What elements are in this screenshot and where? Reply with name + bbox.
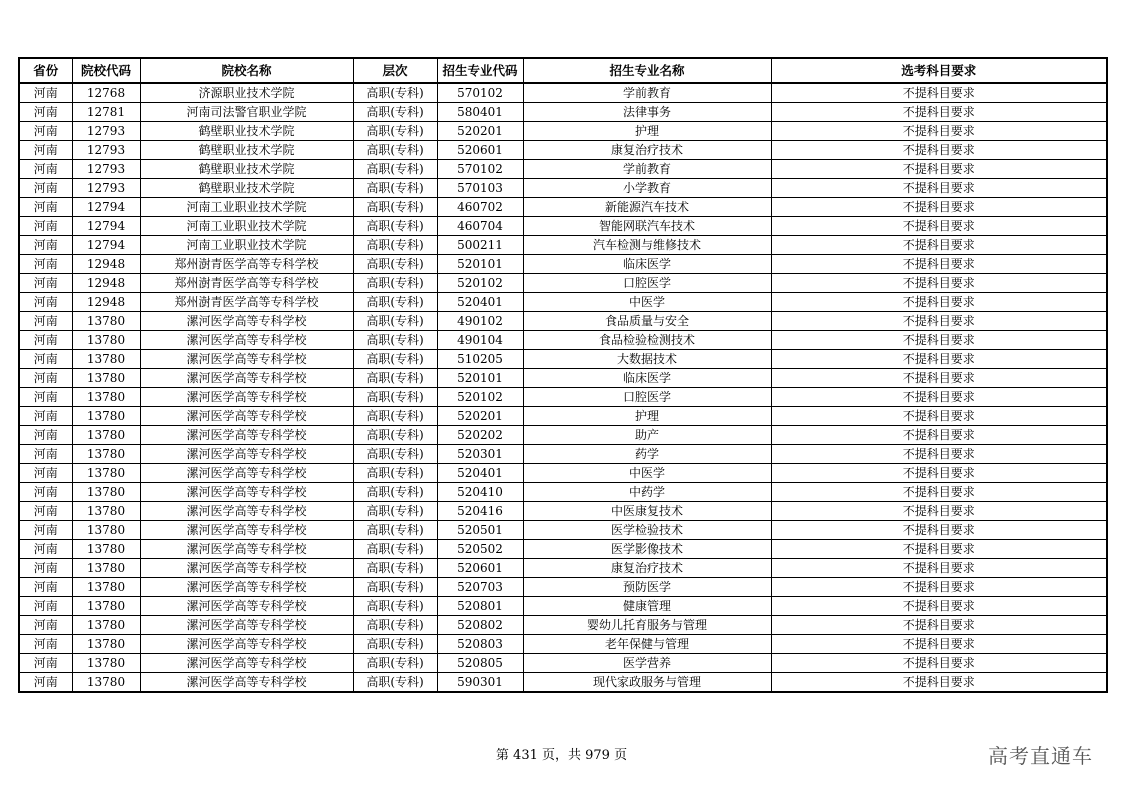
cell-province: 河南 bbox=[19, 464, 72, 483]
header-major-name: 招生专业名称 bbox=[523, 58, 771, 83]
cell-subject-requirement: 不提科目要求 bbox=[771, 331, 1107, 350]
cell-subject-requirement: 不提科目要求 bbox=[771, 483, 1107, 502]
cell-major-code: 520301 bbox=[437, 445, 523, 464]
cell-school-code: 12794 bbox=[72, 217, 140, 236]
table-row bbox=[19, 426, 1107, 445]
cell-school-code: 13780 bbox=[72, 464, 140, 483]
header-school-code: 院校代码 bbox=[72, 58, 140, 83]
cell-major-name: 医学检验技术 bbox=[523, 521, 771, 540]
cell-subject-requirement: 不提科目要求 bbox=[771, 578, 1107, 597]
header-school-name: 院校名称 bbox=[140, 58, 353, 83]
cell-level: 高职(专科) bbox=[353, 350, 437, 369]
cell-school-name: 鹤壁职业技术学院 bbox=[140, 179, 353, 198]
cell-school-name: 鹤壁职业技术学院 bbox=[140, 160, 353, 179]
cell-school-name: 济源职业技术学院 bbox=[140, 83, 353, 103]
page-number: 第 431 页，共 979 页 bbox=[495, 748, 628, 763]
header-major-code: 招生专业代码 bbox=[437, 58, 523, 83]
cell-school-code: 12793 bbox=[72, 141, 140, 160]
table-row bbox=[19, 198, 1107, 217]
cell-province: 河南 bbox=[19, 179, 72, 198]
cell-school-code: 13780 bbox=[72, 407, 140, 426]
cell-major-code: 520502 bbox=[437, 540, 523, 559]
cell-school-code: 13780 bbox=[72, 635, 140, 654]
cell-school-code: 12948 bbox=[72, 293, 140, 312]
cell-province: 河南 bbox=[19, 83, 72, 103]
cell-major-code: 520201 bbox=[437, 122, 523, 141]
cell-major-name: 小学教育 bbox=[523, 179, 771, 198]
table-row bbox=[19, 103, 1107, 122]
cell-province: 河南 bbox=[19, 502, 72, 521]
cell-subject-requirement: 不提科目要求 bbox=[771, 312, 1107, 331]
cell-province: 河南 bbox=[19, 673, 72, 693]
cell-subject-requirement: 不提科目要求 bbox=[771, 274, 1107, 293]
cell-major-code: 500211 bbox=[437, 236, 523, 255]
cell-major-code: 580401 bbox=[437, 103, 523, 122]
cell-major-code: 520101 bbox=[437, 255, 523, 274]
cell-school-name: 漯河医学高等专科学校 bbox=[140, 635, 353, 654]
cell-major-code: 520201 bbox=[437, 407, 523, 426]
cell-major-name: 汽车检测与维修技术 bbox=[523, 236, 771, 255]
cell-school-name: 漯河医学高等专科学校 bbox=[140, 331, 353, 350]
table-row bbox=[19, 540, 1107, 559]
cell-subject-requirement: 不提科目要求 bbox=[771, 445, 1107, 464]
cell-major-code: 520401 bbox=[437, 293, 523, 312]
cell-school-name: 河南工业职业技术学院 bbox=[140, 217, 353, 236]
cell-major-name: 学前教育 bbox=[523, 160, 771, 179]
cell-level: 高职(专科) bbox=[353, 635, 437, 654]
cell-major-code: 520416 bbox=[437, 502, 523, 521]
cell-level: 高职(专科) bbox=[353, 217, 437, 236]
cell-level: 高职(专科) bbox=[353, 597, 437, 616]
cell-province: 河南 bbox=[19, 559, 72, 578]
cell-school-code: 13780 bbox=[72, 331, 140, 350]
cell-major-code: 520601 bbox=[437, 559, 523, 578]
cell-province: 河南 bbox=[19, 103, 72, 122]
cell-school-name: 河南工业职业技术学院 bbox=[140, 236, 353, 255]
cell-school-code: 12793 bbox=[72, 160, 140, 179]
cell-school-code: 13780 bbox=[72, 483, 140, 502]
cell-major-code: 520401 bbox=[437, 464, 523, 483]
cell-school-name: 郑州澍青医学高等专科学校 bbox=[140, 293, 353, 312]
cell-major-name: 健康管理 bbox=[523, 597, 771, 616]
table-row bbox=[19, 445, 1107, 464]
cell-major-name: 现代家政服务与管理 bbox=[523, 673, 771, 693]
cell-province: 河南 bbox=[19, 540, 72, 559]
cell-school-name: 郑州澍青医学高等专科学校 bbox=[140, 255, 353, 274]
cell-level: 高职(专科) bbox=[353, 198, 437, 217]
cell-province: 河南 bbox=[19, 445, 72, 464]
cell-level: 高职(专科) bbox=[353, 388, 437, 407]
cell-school-code: 13780 bbox=[72, 540, 140, 559]
cell-school-name: 漯河医学高等专科学校 bbox=[140, 312, 353, 331]
cell-level: 高职(专科) bbox=[353, 293, 437, 312]
cell-major-name: 助产 bbox=[523, 426, 771, 445]
cell-major-code: 490104 bbox=[437, 331, 523, 350]
cell-level: 高职(专科) bbox=[353, 83, 437, 103]
header-province: 省份 bbox=[19, 58, 72, 83]
cell-level: 高职(专科) bbox=[353, 559, 437, 578]
cell-major-name: 医学影像技术 bbox=[523, 540, 771, 559]
cell-school-name: 漯河医学高等专科学校 bbox=[140, 654, 353, 673]
cell-school-code: 12793 bbox=[72, 122, 140, 141]
cell-major-code: 520501 bbox=[437, 521, 523, 540]
table-row bbox=[19, 464, 1107, 483]
cell-province: 河南 bbox=[19, 331, 72, 350]
cell-school-code: 12793 bbox=[72, 179, 140, 198]
table-row bbox=[19, 255, 1107, 274]
cell-level: 高职(专科) bbox=[353, 160, 437, 179]
cell-province: 河南 bbox=[19, 407, 72, 426]
cell-school-name: 漯河医学高等专科学校 bbox=[140, 426, 353, 445]
cell-major-code: 510205 bbox=[437, 350, 523, 369]
cell-subject-requirement: 不提科目要求 bbox=[771, 540, 1107, 559]
cell-level: 高职(专科) bbox=[353, 331, 437, 350]
cell-major-code: 520410 bbox=[437, 483, 523, 502]
cell-subject-requirement: 不提科目要求 bbox=[771, 464, 1107, 483]
cell-level: 高职(专科) bbox=[353, 654, 437, 673]
cell-subject-requirement: 不提科目要求 bbox=[771, 198, 1107, 217]
cell-level: 高职(专科) bbox=[353, 483, 437, 502]
cell-province: 河南 bbox=[19, 388, 72, 407]
cell-level: 高职(专科) bbox=[353, 521, 437, 540]
cell-major-name: 口腔医学 bbox=[523, 274, 771, 293]
cell-major-code: 520805 bbox=[437, 654, 523, 673]
cell-level: 高职(专科) bbox=[353, 578, 437, 597]
cell-level: 高职(专科) bbox=[353, 255, 437, 274]
cell-subject-requirement: 不提科目要求 bbox=[771, 502, 1107, 521]
cell-school-code: 12781 bbox=[72, 103, 140, 122]
table-row bbox=[19, 122, 1107, 141]
cell-province: 河南 bbox=[19, 616, 72, 635]
cell-province: 河南 bbox=[19, 597, 72, 616]
cell-province: 河南 bbox=[19, 635, 72, 654]
table-row bbox=[19, 521, 1107, 540]
cell-level: 高职(专科) bbox=[353, 369, 437, 388]
table-row bbox=[19, 274, 1107, 293]
cell-major-code: 520801 bbox=[437, 597, 523, 616]
cell-major-name: 食品检验检测技术 bbox=[523, 331, 771, 350]
cell-major-code: 490102 bbox=[437, 312, 523, 331]
table-row bbox=[19, 312, 1107, 331]
cell-subject-requirement: 不提科目要求 bbox=[771, 179, 1107, 198]
cell-subject-requirement: 不提科目要求 bbox=[771, 255, 1107, 274]
cell-school-name: 漯河医学高等专科学校 bbox=[140, 502, 353, 521]
cell-major-name: 中医学 bbox=[523, 464, 771, 483]
cell-subject-requirement: 不提科目要求 bbox=[771, 388, 1107, 407]
cell-major-name: 药学 bbox=[523, 445, 771, 464]
table-row bbox=[19, 616, 1107, 635]
cell-province: 河南 bbox=[19, 312, 72, 331]
cell-subject-requirement: 不提科目要求 bbox=[771, 217, 1107, 236]
cell-school-code: 13780 bbox=[72, 312, 140, 331]
cell-major-code: 570102 bbox=[437, 83, 523, 103]
header-row bbox=[19, 58, 1107, 83]
table-row bbox=[19, 83, 1107, 103]
cell-province: 河南 bbox=[19, 160, 72, 179]
cell-major-name: 食品质量与安全 bbox=[523, 312, 771, 331]
cell-level: 高职(专科) bbox=[353, 141, 437, 160]
cell-school-code: 13780 bbox=[72, 578, 140, 597]
cell-school-name: 漯河医学高等专科学校 bbox=[140, 464, 353, 483]
cell-school-code: 12948 bbox=[72, 274, 140, 293]
cell-level: 高职(专科) bbox=[353, 673, 437, 693]
cell-level: 高职(专科) bbox=[353, 103, 437, 122]
cell-province: 河南 bbox=[19, 350, 72, 369]
cell-province: 河南 bbox=[19, 255, 72, 274]
cell-major-name: 中医康复技术 bbox=[523, 502, 771, 521]
cell-subject-requirement: 不提科目要求 bbox=[771, 350, 1107, 369]
table-row bbox=[19, 559, 1107, 578]
cell-school-code: 12794 bbox=[72, 236, 140, 255]
cell-province: 河南 bbox=[19, 521, 72, 540]
cell-school-code: 13780 bbox=[72, 521, 140, 540]
cell-level: 高职(专科) bbox=[353, 540, 437, 559]
cell-province: 河南 bbox=[19, 654, 72, 673]
cell-province: 河南 bbox=[19, 236, 72, 255]
cell-subject-requirement: 不提科目要求 bbox=[771, 559, 1107, 578]
cell-major-name: 老年保健与管理 bbox=[523, 635, 771, 654]
cell-province: 河南 bbox=[19, 369, 72, 388]
admission-requirements-table bbox=[18, 57, 1108, 693]
cell-major-name: 康复治疗技术 bbox=[523, 141, 771, 160]
table-row bbox=[19, 293, 1107, 312]
cell-school-name: 漯河医学高等专科学校 bbox=[140, 369, 353, 388]
cell-subject-requirement: 不提科目要求 bbox=[771, 160, 1107, 179]
header-level: 层次 bbox=[353, 58, 437, 83]
cell-major-code: 520802 bbox=[437, 616, 523, 635]
cell-subject-requirement: 不提科目要求 bbox=[771, 654, 1107, 673]
table-row bbox=[19, 236, 1107, 255]
cell-school-name: 鹤壁职业技术学院 bbox=[140, 141, 353, 160]
cell-school-code: 12794 bbox=[72, 198, 140, 217]
cell-subject-requirement: 不提科目要求 bbox=[771, 122, 1107, 141]
cell-level: 高职(专科) bbox=[353, 464, 437, 483]
cell-province: 河南 bbox=[19, 483, 72, 502]
cell-major-name: 临床医学 bbox=[523, 255, 771, 274]
cell-level: 高职(专科) bbox=[353, 426, 437, 445]
cell-school-code: 13780 bbox=[72, 445, 140, 464]
table-row bbox=[19, 369, 1107, 388]
cell-level: 高职(专科) bbox=[353, 179, 437, 198]
table-header bbox=[19, 58, 1107, 83]
cell-school-name: 河南工业职业技术学院 bbox=[140, 198, 353, 217]
table-row bbox=[19, 502, 1107, 521]
cell-school-code: 13780 bbox=[72, 654, 140, 673]
cell-school-code: 12768 bbox=[72, 83, 140, 103]
cell-school-name: 漯河医学高等专科学校 bbox=[140, 673, 353, 693]
table-row bbox=[19, 179, 1107, 198]
cell-major-code: 570103 bbox=[437, 179, 523, 198]
cell-major-code: 520601 bbox=[437, 141, 523, 160]
cell-subject-requirement: 不提科目要求 bbox=[771, 293, 1107, 312]
cell-province: 河南 bbox=[19, 217, 72, 236]
cell-subject-requirement: 不提科目要求 bbox=[771, 616, 1107, 635]
cell-subject-requirement: 不提科目要求 bbox=[771, 426, 1107, 445]
cell-major-name: 法律事务 bbox=[523, 103, 771, 122]
table-row bbox=[19, 217, 1107, 236]
cell-subject-requirement: 不提科目要求 bbox=[771, 369, 1107, 388]
cell-major-code: 520101 bbox=[437, 369, 523, 388]
cell-major-name: 预防医学 bbox=[523, 578, 771, 597]
cell-school-name: 漯河医学高等专科学校 bbox=[140, 521, 353, 540]
cell-school-name: 漯河医学高等专科学校 bbox=[140, 578, 353, 597]
cell-school-code: 13780 bbox=[72, 388, 140, 407]
table-row bbox=[19, 407, 1107, 426]
cell-major-name: 医学营养 bbox=[523, 654, 771, 673]
cell-province: 河南 bbox=[19, 274, 72, 293]
cell-major-name: 中药学 bbox=[523, 483, 771, 502]
cell-school-code: 13780 bbox=[72, 502, 140, 521]
cell-school-code: 12948 bbox=[72, 255, 140, 274]
cell-province: 河南 bbox=[19, 122, 72, 141]
cell-major-code: 460702 bbox=[437, 198, 523, 217]
cell-school-name: 河南司法警官职业学院 bbox=[140, 103, 353, 122]
cell-major-name: 中医学 bbox=[523, 293, 771, 312]
cell-school-code: 13780 bbox=[72, 426, 140, 445]
table-row bbox=[19, 388, 1107, 407]
cell-major-code: 570102 bbox=[437, 160, 523, 179]
cell-subject-requirement: 不提科目要求 bbox=[771, 83, 1107, 103]
cell-subject-requirement: 不提科目要求 bbox=[771, 521, 1107, 540]
cell-school-code: 13780 bbox=[72, 673, 140, 693]
cell-school-name: 漯河医学高等专科学校 bbox=[140, 445, 353, 464]
cell-major-code: 520102 bbox=[437, 274, 523, 293]
cell-school-name: 鹤壁职业技术学院 bbox=[140, 122, 353, 141]
cell-school-name: 漯河医学高等专科学校 bbox=[140, 483, 353, 502]
cell-subject-requirement: 不提科目要求 bbox=[771, 236, 1107, 255]
cell-major-code: 460704 bbox=[437, 217, 523, 236]
cell-major-name: 护理 bbox=[523, 407, 771, 426]
cell-major-code: 520703 bbox=[437, 578, 523, 597]
cell-school-name: 漯河医学高等专科学校 bbox=[140, 540, 353, 559]
cell-province: 河南 bbox=[19, 141, 72, 160]
table-row bbox=[19, 350, 1107, 369]
cell-province: 河南 bbox=[19, 198, 72, 217]
cell-major-name: 婴幼儿托育服务与管理 bbox=[523, 616, 771, 635]
cell-province: 河南 bbox=[19, 426, 72, 445]
cell-school-code: 13780 bbox=[72, 597, 140, 616]
cell-level: 高职(专科) bbox=[353, 236, 437, 255]
cell-province: 河南 bbox=[19, 578, 72, 597]
cell-major-name: 临床医学 bbox=[523, 369, 771, 388]
watermark-logo: 高考直通车 bbox=[988, 744, 1093, 768]
cell-subject-requirement: 不提科目要求 bbox=[771, 141, 1107, 160]
table-row bbox=[19, 483, 1107, 502]
cell-subject-requirement: 不提科目要求 bbox=[771, 407, 1107, 426]
table-row bbox=[19, 331, 1107, 350]
cell-level: 高职(专科) bbox=[353, 274, 437, 293]
table-body bbox=[19, 83, 1107, 692]
table-row bbox=[19, 578, 1107, 597]
cell-subject-requirement: 不提科目要求 bbox=[771, 103, 1107, 122]
cell-level: 高职(专科) bbox=[353, 616, 437, 635]
cell-school-name: 漯河医学高等专科学校 bbox=[140, 616, 353, 635]
header-subject-requirement: 选考科目要求 bbox=[771, 58, 1107, 83]
cell-school-name: 漯河医学高等专科学校 bbox=[140, 407, 353, 426]
cell-school-name: 郑州澍青医学高等专科学校 bbox=[140, 274, 353, 293]
cell-level: 高职(专科) bbox=[353, 407, 437, 426]
cell-major-code: 520803 bbox=[437, 635, 523, 654]
table-row bbox=[19, 597, 1107, 616]
table-row bbox=[19, 635, 1107, 654]
cell-school-code: 13780 bbox=[72, 369, 140, 388]
cell-subject-requirement: 不提科目要求 bbox=[771, 597, 1107, 616]
cell-school-name: 漯河医学高等专科学校 bbox=[140, 350, 353, 369]
cell-level: 高职(专科) bbox=[353, 312, 437, 331]
cell-major-name: 护理 bbox=[523, 122, 771, 141]
cell-major-name: 学前教育 bbox=[523, 83, 771, 103]
table-row bbox=[19, 654, 1107, 673]
cell-level: 高职(专科) bbox=[353, 122, 437, 141]
cell-major-code: 590301 bbox=[437, 673, 523, 693]
cell-school-name: 漯河医学高等专科学校 bbox=[140, 559, 353, 578]
cell-province: 河南 bbox=[19, 293, 72, 312]
table-row bbox=[19, 160, 1107, 179]
cell-major-code: 520102 bbox=[437, 388, 523, 407]
cell-level: 高职(专科) bbox=[353, 445, 437, 464]
cell-school-name: 漯河医学高等专科学校 bbox=[140, 388, 353, 407]
cell-subject-requirement: 不提科目要求 bbox=[771, 635, 1107, 654]
cell-school-code: 13780 bbox=[72, 350, 140, 369]
cell-major-name: 口腔医学 bbox=[523, 388, 771, 407]
cell-major-name: 新能源汽车技术 bbox=[523, 198, 771, 217]
cell-school-code: 13780 bbox=[72, 616, 140, 635]
cell-major-code: 520202 bbox=[437, 426, 523, 445]
cell-school-code: 13780 bbox=[72, 559, 140, 578]
cell-level: 高职(专科) bbox=[353, 502, 437, 521]
cell-major-name: 康复治疗技术 bbox=[523, 559, 771, 578]
cell-school-name: 漯河医学高等专科学校 bbox=[140, 597, 353, 616]
cell-major-name: 大数据技术 bbox=[523, 350, 771, 369]
table-row bbox=[19, 141, 1107, 160]
cell-subject-requirement: 不提科目要求 bbox=[771, 673, 1107, 693]
cell-major-name: 智能网联汽车技术 bbox=[523, 217, 771, 236]
table-row bbox=[19, 673, 1107, 693]
